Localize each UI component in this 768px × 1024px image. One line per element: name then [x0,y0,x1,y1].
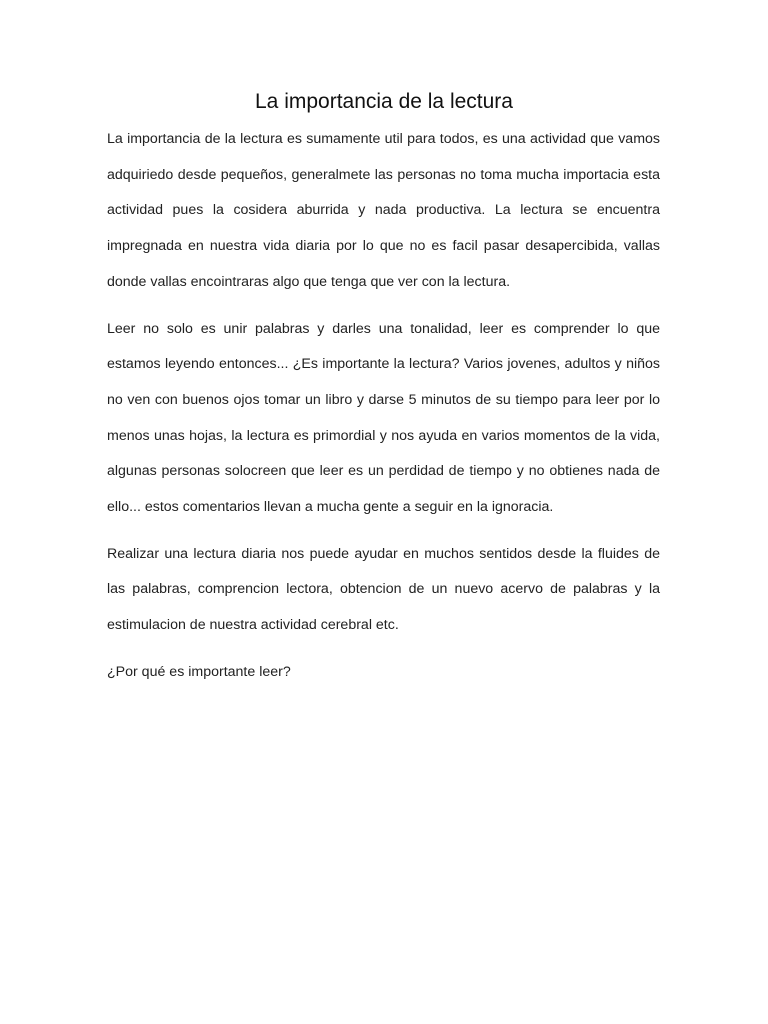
document-title: La importancia de la lectura [255,90,513,113]
closing-question: ¿Por qué es importante leer? [107,663,291,680]
document-body [107,122,660,702]
paragraph-1: La importancia de la lectura es sumamente util para todos, es una actividad que vamos adquiriedo desde pequeños, generalmete las personas no toma mucha importacia esta actividad pues la cosidera aburrida y nada productiva. La lectura se encuentra impregnada en nuestra vida diaria por lo que no es facil pasar desapercibida, vallas donde vallas encointraras algo que tenga que ver con la lectura. [107,131,660,290]
paragraph-3: Realizar una lectura diaria nos puede ayudar en muchos sentidos desde la fluides de las palabras, comprencion lectora, obtencion de un nuevo acervo de palabras y la estimulacion de nuestra actividad cerebral etc. [107,545,660,634]
paragraph-2: Leer no solo es unir palabras y darles una tonalidad, leer es comprender lo que estamos leyendo entonces... ¿Es importante la lectura? Varios jovenes, adultos y niños no ven con buenos ojos tomar un libro y darse 5 minutos de su tiempo para leer por lo menos unas hojas, la lectura es primordial y nos ayuda en varios momentos de la vida, algunas personas solocreen que leer es un perdidad de tiempo y no obtienes nada de ello... estos comentarios llevan a mucha gente a seguir en la ignoracia. [107,320,660,516]
